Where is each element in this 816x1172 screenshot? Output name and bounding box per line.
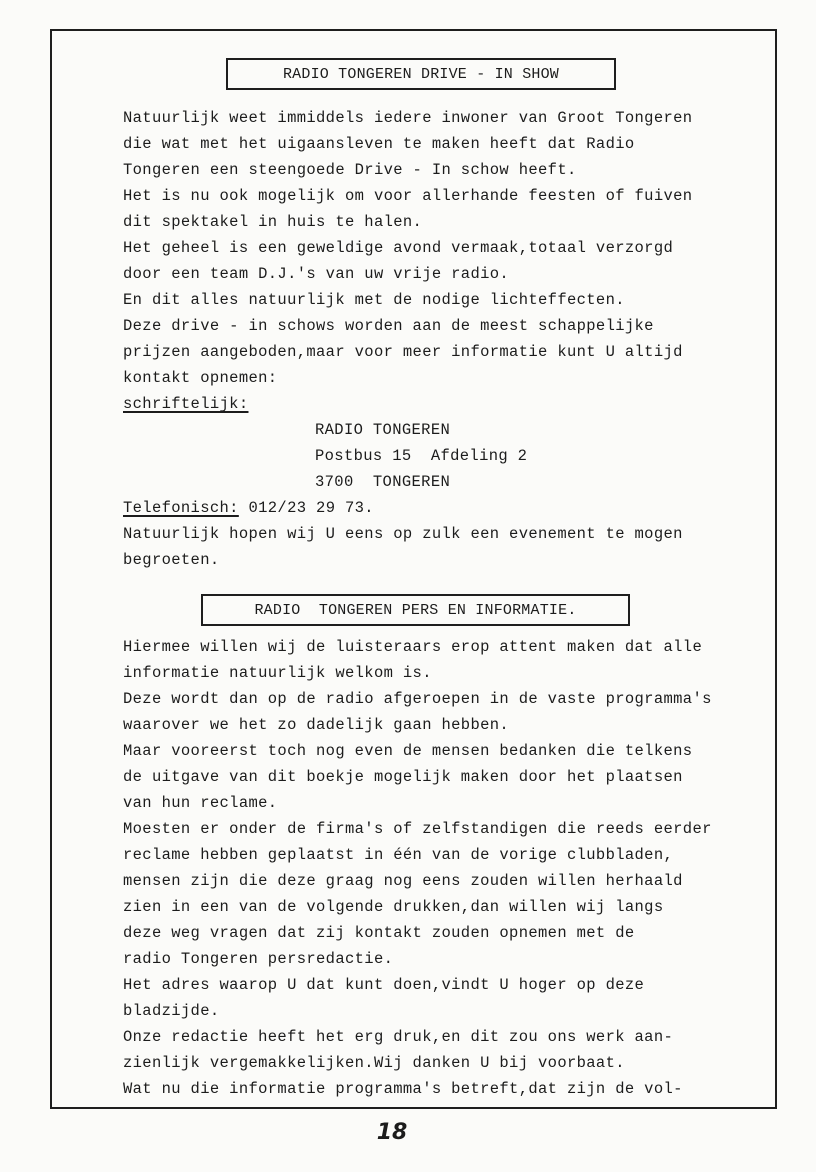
text-line: de uitgave van dit boekje mogelijk maken door het plaatsen — [123, 768, 683, 786]
phone-line — [123, 498, 374, 518]
page-number: 18 — [376, 1120, 408, 1145]
text-line: die wat met het uigaansleven te maken heeft dat Radio — [123, 135, 635, 153]
text-line: deze weg vragen dat zij kontakt zouden opnemen met de — [123, 924, 635, 942]
text-line: waarover we het zo dadelijk gaan hebben. — [123, 716, 510, 734]
text-line: zien in een van de volgende drukken,dan willen wij langs — [123, 898, 664, 916]
text-line: Natuurlijk weet immiddels iedere inwoner van Groot Tongeren — [123, 109, 693, 127]
section-title-press-and-information: RADIO TONGEREN PERS EN INFORMATIE. — [201, 594, 630, 626]
text-line: Deze wordt dan op de radio afgeroepen in de vaste programma's — [123, 690, 712, 708]
address-line: Postbus 15 Afdeling 2 — [315, 447, 528, 465]
phone-label: Telefonisch: — [123, 499, 239, 517]
text-line: Tongeren een steengoede Drive - In schow heeft. — [123, 161, 577, 179]
text-line: begroeten. — [123, 551, 220, 569]
text-line: radio Tongeren persredactie. — [123, 950, 394, 968]
text-line: Het adres waarop U dat kunt doen,vindt U hoger op deze — [123, 976, 645, 994]
address-line: RADIO TONGEREN — [315, 421, 451, 439]
text-line: dit spektakel in huis te halen. — [123, 213, 423, 231]
text-line: Het is nu ook mogelijk om voor allerhande feesten of fuiven — [123, 187, 693, 205]
text-line: Hiermee willen wij de luisteraars erop attent maken dat alle — [123, 638, 703, 656]
text-line: Deze drive - in schows worden aan de meest schappelijke — [123, 317, 654, 335]
text-line: informatie natuurlijk welkom is. — [123, 664, 432, 682]
text-line: Natuurlijk hopen wij U eens op zulk een evenement te mogen — [123, 525, 683, 543]
text-line: prijzen aangeboden,maar voor meer informatie kunt U altijd — [123, 343, 683, 361]
text-line: Moesten er onder de firma's of zelfstandigen die reeds eerder — [123, 820, 712, 838]
text-line: En dit alles natuurlijk met de nodige lichteffecten. — [123, 291, 625, 309]
text-line: Onze redactie heeft het erg druk,en dit zou ons werk aan- — [123, 1028, 674, 1046]
text-line: bladzijde. — [123, 1002, 220, 1020]
text-line: Het geheel is een geweldige avond vermaak,totaal verzorgd — [123, 239, 674, 257]
address-line: 3700 TONGEREN — [315, 473, 451, 491]
text-line: door een team D.J.'s van uw vrije radio. — [123, 265, 510, 283]
phone-number: 012/23 29 73. — [238, 499, 374, 517]
text-line: Wat nu die informatie programma's betreft,dat zijn de vol- — [123, 1080, 683, 1098]
written-contact-label: schriftelijk: — [123, 395, 249, 413]
text-line: kontakt opnemen: — [123, 369, 278, 387]
text-line: Maar vooreerst toch nog even de mensen bedanken die telkens — [123, 742, 693, 760]
text-line: zienlijk vergemakkelijken.Wij danken U bij voorbaat. — [123, 1054, 625, 1072]
text-line: reclame hebben geplaatst in één van de vorige clubbladen, — [123, 846, 674, 864]
section-title-drive-in-show: RADIO TONGEREN DRIVE - IN SHOW — [226, 58, 616, 90]
text-line: van hun reclame. — [123, 794, 278, 812]
text-line: mensen zijn die deze graag nog eens zouden willen herhaald — [123, 872, 683, 890]
